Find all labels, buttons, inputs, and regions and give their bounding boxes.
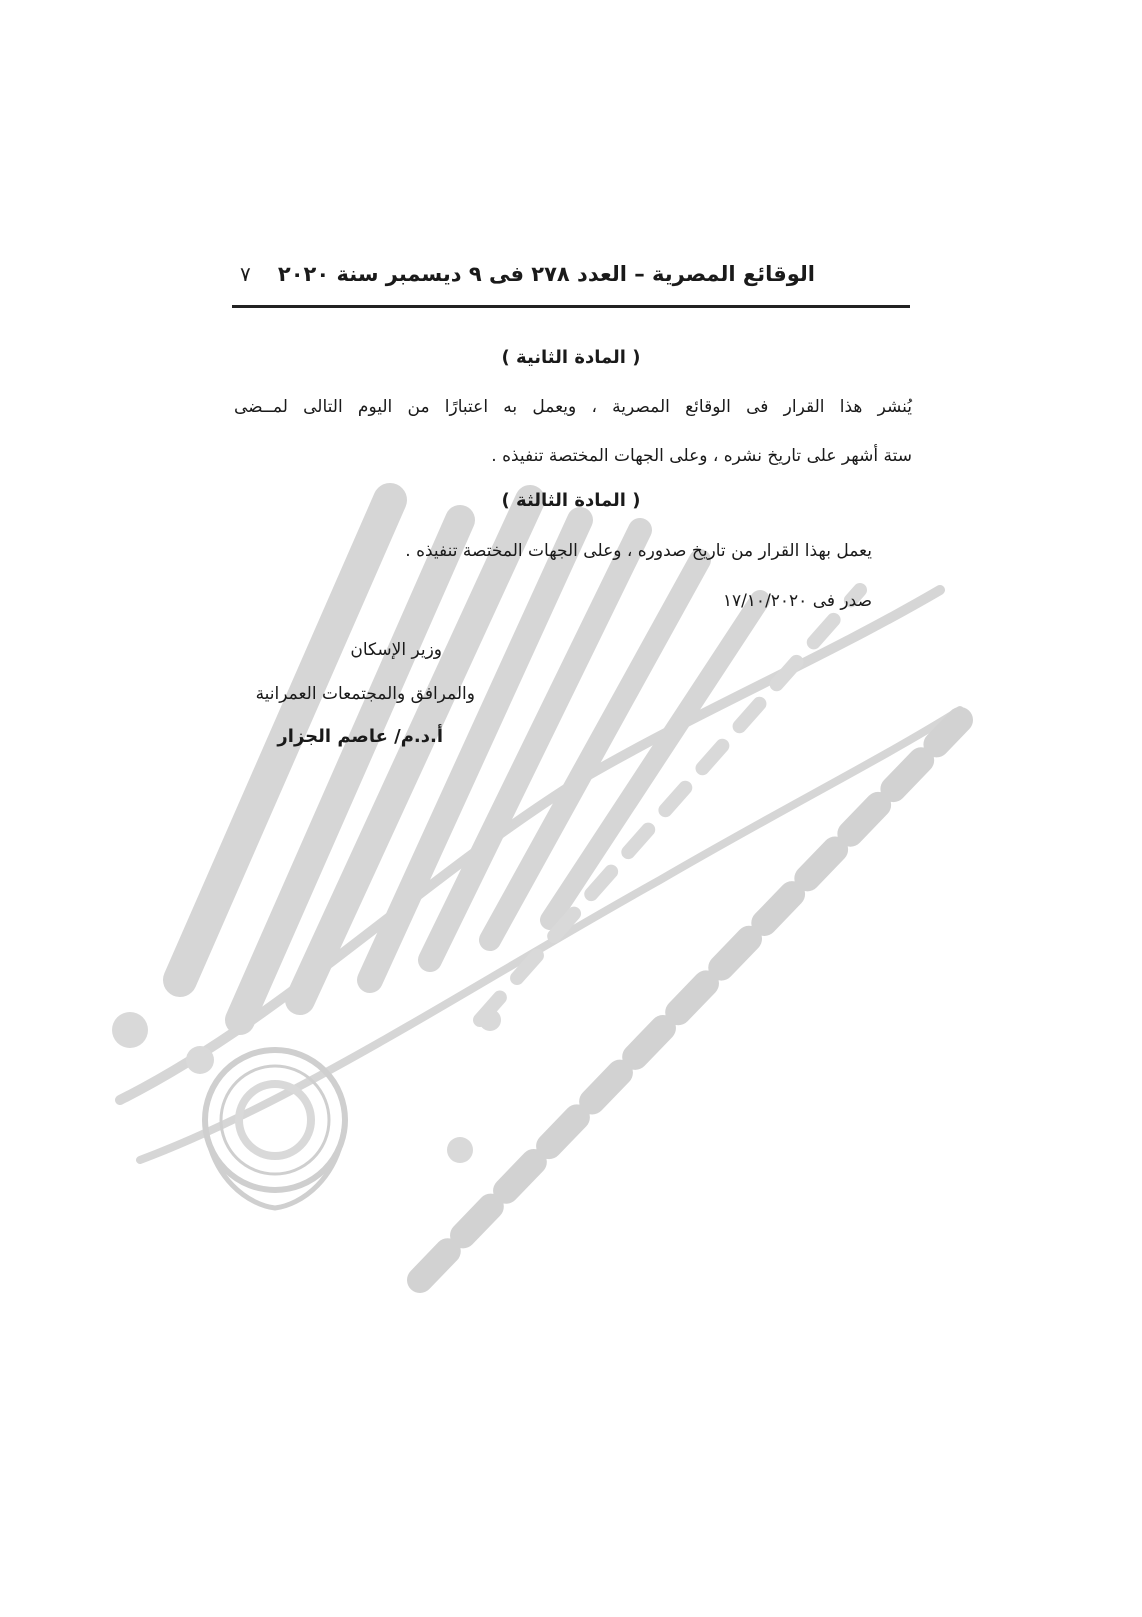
seal-icon bbox=[205, 1050, 345, 1208]
article-3-text-line-1: يعمل بهذا القرار من تاريخ صدوره ، وعلى الجهات المختصة تنفيذه . bbox=[405, 541, 872, 561]
watermark-logo-icon bbox=[60, 460, 1020, 1360]
article-2-heading: ( المادة الثانية ) bbox=[501, 347, 641, 368]
gazette-header bbox=[232, 256, 910, 296]
signature-title-line-1: وزير الإسكان bbox=[350, 640, 442, 660]
article-2-text-line-2: ستة أشهر على تاريخ نشره ، وعلى الجهات المختصة تنفيذه . bbox=[491, 446, 912, 466]
article-2-text-line-1: يُنشر هذا القرار فى الوقائع المصرية ، ويعمل به اعتبارًا من اليوم التالى لمــضى bbox=[234, 397, 912, 417]
article-3-heading: ( المادة الثالثة ) bbox=[501, 490, 641, 511]
page-number: ٧ bbox=[240, 262, 251, 286]
issued-date: صدر فى ١٧/١٠/٢٠٢٠ bbox=[722, 591, 872, 611]
header-divider bbox=[232, 305, 910, 308]
gazette-title: الوقائع المصرية – العدد ٢٧٨ فى ٩ ديسمبر سنة ٢٠٢٠ bbox=[277, 262, 815, 286]
signatory-name: أ.د.م/ عاصم الجزار bbox=[277, 726, 443, 747]
signature-title-line-2: والمرافق والمجتمعات العمرانية bbox=[255, 684, 475, 704]
